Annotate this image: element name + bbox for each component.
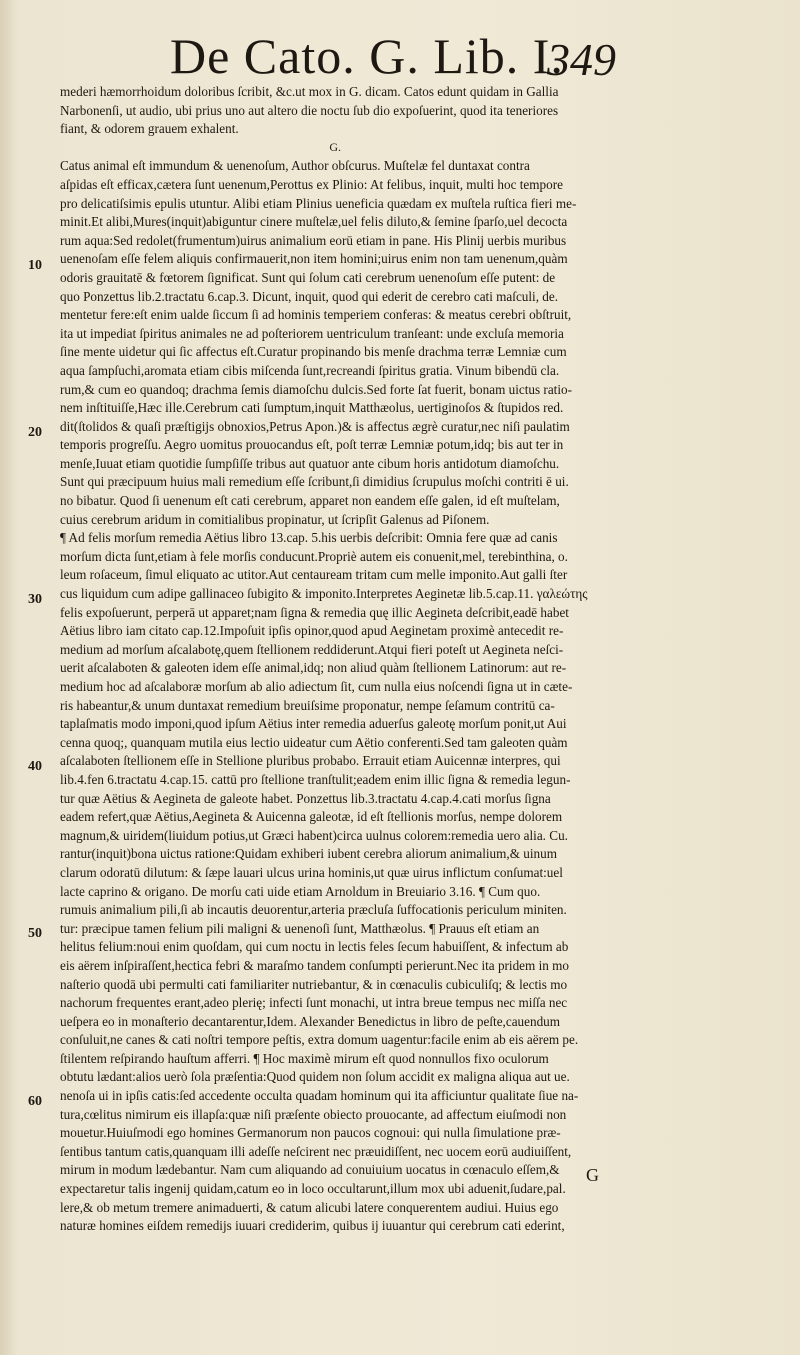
catchword: G bbox=[586, 1165, 599, 1185]
blank-line bbox=[60, 139, 660, 158]
text-line: temporis progreſſu. Aegro uomitus prouocandus eſt, poſt terræ Lemniæ potum,idq; bis aut ter in bbox=[60, 437, 564, 453]
text-line: cuius cerebrum aridum in comitialibus propinatur, ut ſcripſit Galenus ad Piſonem. bbox=[60, 511, 490, 527]
text-line: menſe,Iuuat etiam quotidie ſumpſiſſe tribus aut quatuor ante cibum horis antidotum diamoſchu. bbox=[60, 455, 560, 471]
text-line: Catus animal eſt immundum & uenenoſum, Author obſcurus. Muſtelæ fel duntaxat contra bbox=[60, 158, 530, 174]
text-line: obtutu lædant:alios uerò ſola præſentia:Quod quidem non ſolum accidit ex maligna aliqua aut ue. bbox=[60, 1069, 570, 1085]
text-line: ſtilentem reſpirando hauſtum afferri. ¶ Hoc maximè mirum eſt quod nonnullos fixo oculorum bbox=[60, 1050, 549, 1066]
margin-line-number: 30 bbox=[28, 592, 42, 607]
text-line: mentetur fere:eſt enim ualde ſiccum ſi ad hominis temperiem conferas: & meatus cerebri obſtruit, bbox=[60, 307, 572, 323]
text-line: felis expoſuerunt, perperā ut apparet;nam ſigna & remedia quę illic Aegineta deſcribit,eadē habet bbox=[60, 604, 569, 620]
text-line: mirum in modum lædebantur. Nam cum aliquando ad conuiuium uocatus in cœnaculo eſſem,& bbox=[60, 1162, 560, 1178]
text-line: odoris grauitatē & fœtorem ſignificat. Sunt qui ſolum cati cerebrum uenenoſum eſſe putent: de bbox=[60, 269, 556, 285]
section-mark: G. bbox=[329, 140, 341, 154]
folio-number: 349 bbox=[547, 34, 616, 85]
text-line: lib.4.fen 6.tractatu 4.cap.15. cattū pro ſtellione tranſtulit;eadem enim illic ſigna & remedia legun- bbox=[60, 771, 571, 787]
text-line: ſine mente uidetur qui ſic affectus eſt.Curatur propinando bis menſe drachma terræ Lemniæ cum bbox=[60, 344, 567, 360]
text-line: uenenoſam eſſe felem aliquis confirmauerit,non item homini;uirus enim non tam uenenum,quàm bbox=[60, 251, 568, 267]
text-line: eis aërem inſpiraſſent,hectica febri & maraſmo tandem conſumpti perierunt.Nec ita pridem in mo bbox=[60, 957, 570, 973]
margin-line-number: 60 bbox=[28, 1094, 42, 1109]
text-line: expectaretur talis ingenij quidam,catum eo in loco occultarunt,illum mox ubi aduenit,ſudare,pal. bbox=[60, 1181, 566, 1197]
text-line: minit.Et alibi,Mures(inquit)abiguntur cinere muſtelæ,uel felis diluto,& ſemine ſparſo,uel decocta bbox=[60, 214, 568, 230]
text-line: tur quæ Aëtius & Aegineta de galeote habet. Ponzettus lib.3.tractatu 4.cap.4.cati morſus ſigna bbox=[60, 790, 551, 806]
text-line: rum aqua:Sed redolet(frumentum)uirus animalium eorū etiam in pane. His Plinij uerbis muribus bbox=[60, 232, 567, 248]
text-line: fiant, & odorem grauem exhalent. bbox=[60, 121, 239, 137]
text-line: leum roſaceum, ſimul eliquato ac utitor.Aut centauream tritam cum melle imponito.Aut galli ſter bbox=[60, 567, 568, 583]
margin-line-number: 10 bbox=[28, 258, 42, 273]
margin-line-number: 40 bbox=[28, 759, 42, 774]
body-text bbox=[60, 83, 660, 1236]
text-line: cus liquidum cum adipe gallinaceo ſubigito & imponito.Interpretes Aeginetæ lib.5.cap.11. γαλεώτης bbox=[60, 586, 588, 602]
text-line: no bibatur. Quod ſi uenenum eſt cati cerebrum, apparet non eandem eſſe galen, id eſt muſtelam, bbox=[60, 493, 560, 509]
text-line: eadem refert,quæ Aëtius,Aegineta & Auicenna galeotæ, id eſt ſtellionis morſus, nempe dolorem bbox=[60, 809, 563, 825]
text-line: tur: præcipue tamen felium pili maligni & uenenoſi ſunt, Matthæolus. ¶ Prauus eſt etiam an bbox=[60, 920, 540, 936]
text-line: mederi hæmorrhoidum doloribus ſcribit, &c.ut mox in G. dicam. Catos edunt quidam in Gallia bbox=[60, 84, 559, 99]
text-line: quo Ponzettus lib.2.tractatu 6.cap.3. Dicunt, inquit, quod qui ederit de cerebro cati maſculi, de. bbox=[60, 288, 559, 304]
text-line: clarum odoratū dilutum: & ſæpe lauari ulcus urina hominis,ut quæ uirus inflictum conſumat:uel bbox=[60, 864, 563, 880]
text-line: aſcalaboten ſtellionem eſſe in Stellione pluribus probabo. Errauit etiam Auicennæ interpres, qui bbox=[60, 753, 561, 769]
text-line: nachorum frequentes erant,adeo plerię; infecti ſunt monachi, ut intra breue tempus nec miſſa nec bbox=[60, 995, 568, 1011]
text-line: ita ut impediat ſpiritus animales ne ad poſteriorem uentriculum tranſeant: unde excluſa memoria bbox=[60, 325, 564, 341]
text-line: medium ad morſum aſcalabotę,quem ſtellionem reddiderunt.Atqui fieri poteſt ut Aegineta neſci- bbox=[60, 641, 564, 657]
text-line: ſentibus tantum catis,quanquam illi adeſſe neſcirent nec præuidiſſent, nec uocem eorū audiuiſſent, bbox=[60, 1143, 572, 1159]
text-line: ueſpera eo in monaſterio decantarentur,Idem. Alexander Benedictus in libro de peſte,cauendum bbox=[60, 1013, 561, 1029]
text-line: conſuluit,ne canes & cati noſtri tempore peſtis, extra domum uagentur:facile enim ab eis aërem pe. bbox=[60, 1032, 579, 1048]
text-line: helitus felium:noui enim quoſdam, qui cum noctu in lectis feles ſecum habuiſſent, & infectum ab bbox=[60, 939, 569, 955]
running-head: De Cato. G. Lib. I. bbox=[170, 28, 564, 84]
text-line: naturæ homines eiſdem remedijs iuuari crediderim, quibus ij iuuantur qui cerebrum cati ederint, bbox=[60, 1218, 565, 1234]
text-line: cenna quoq;, quanquam mutila eius lectio uideatur cum Aëtio conferenti.Sed tam galeoten quàm bbox=[60, 734, 568, 750]
text-line: lere,& ob metum tremere animaduerti, & catum alicubi latere conquerentem audiui. Huius ego bbox=[60, 1199, 559, 1215]
text-line: morſum dicta ſunt,etiam à fele morſis conducunt.Propriè autem eis conuenit,mel, terebinthina, o. bbox=[60, 548, 568, 564]
text-line: naſterio quodā ubi permulti cati familiariter nutriebantur, & in cœnaculis cubiculiſq; & lectis mo bbox=[60, 976, 568, 992]
text-line: uerit aſcalaboten & galeoten idem eſſe animal,idq; non aliud quàm ſtellionem Latinorum: aut re- bbox=[60, 660, 567, 676]
text-line: aſpidas eſt efficax,cætera ſunt uenenum,Perottus ex Plinio: At felibus, inquit, multi hoc tempore bbox=[60, 176, 563, 192]
text-line: tura,cœlitus nimirum eis illapſa:quæ niſi præſente obiecto prouocante, ad affectum eiuſmodi non bbox=[60, 1106, 567, 1122]
text-line: mouetur.Huiuſmodi ego homines Germanorum non paucos cognoui: qui nulla ſimulatione præ- bbox=[60, 1125, 561, 1141]
text-line: rantur(inquit)bona uictus ratione:Quidam exhiberi iubent cerebra aliorum animalium,& uinum bbox=[60, 846, 557, 862]
text-line: dit(ſtolidos & quaſi præſtigijs obnoxios,Petrus Apon.)& is affectus ægrè curatur,nec niſi paulatim bbox=[60, 418, 570, 434]
text-line: lacte caprino & origano. De morſu cati uide etiam Arnoldum in Breuiario 3.16. ¶ Cum quo. bbox=[60, 883, 541, 899]
text-line: pro delicatiſsimis epulis utuntur. Alibi etiam Plinius ueneficia quædam ex muſtela ruſtica fieri me- bbox=[60, 195, 577, 211]
text-line: magnum,& uiridem(liuidum potius,ut Græci habent)circa uulnus colorem:remedia uero alia. Cu. bbox=[60, 827, 568, 843]
text-line: aqua ſampſuchi,aromata etiam cibis miſcenda ſunt,recreandi ſpiritus gratia. Vinum bibendū cla. bbox=[60, 362, 560, 378]
margin-line-number: 20 bbox=[28, 425, 42, 440]
text-line: nem inſtituiſſe,Hæc ille.Cerebrum cati ſumptum,inquit Matthæolus, uertiginoſos & ſtupidos red. bbox=[60, 400, 564, 416]
text-line: nenoſa ui in ipſis catis:ſed accedente occulta quadam hominum qui ita afficiuntur qualitate ſiue na- bbox=[60, 1088, 579, 1104]
text-line: ris habeantur,& unum duntaxat remedium breuiſsime proponatur, nempe ſeſamum contritū ca- bbox=[60, 697, 555, 713]
text-line: ¶ Ad felis morſum remedia Aëtius libro 13.cap. 5.his uerbis deſcribit: Omnia fere quæ ad canis bbox=[60, 530, 558, 546]
text-line: Aëtius libro iam citato cap.12.Impoſuit ipſis opinor,quod apud Aeginetam proximè antecedit re- bbox=[60, 623, 564, 639]
text-line: Narbonenſi, ut audio, ubi prius uno aut altero die noctu ſub dio expoſuerint, quod ita teneriores bbox=[60, 102, 559, 118]
text-line: rumuis animalium pili,ſi ab incautis deuorentur,arteria præcluſa ſuffocationis periculum miniten. bbox=[60, 902, 567, 918]
text-line: Sunt qui præcipuum huius mali remedium eſſe ſcribunt,ſi dimidius ſcrupulus moſchi contriti ē ui. bbox=[60, 474, 569, 490]
text-line: taplaſmatis modo imponi,quod ipſum Aëtius inter remedia aduerſus galeotę morſum ponit,ut Aui bbox=[60, 716, 567, 732]
margin-line-number: 50 bbox=[28, 926, 42, 941]
text-line: medium hoc ad aſcalaboræ morſum ab alio adiectum ſit, cum nulla eius noſcendi ſigna ut in cæte- bbox=[60, 679, 573, 694]
text-line: rum,& cum eo quandoq; drachma ſemis diamoſchu dulcis.Sed forte ſat fuerit, bonam uictus ratio- bbox=[60, 381, 572, 397]
